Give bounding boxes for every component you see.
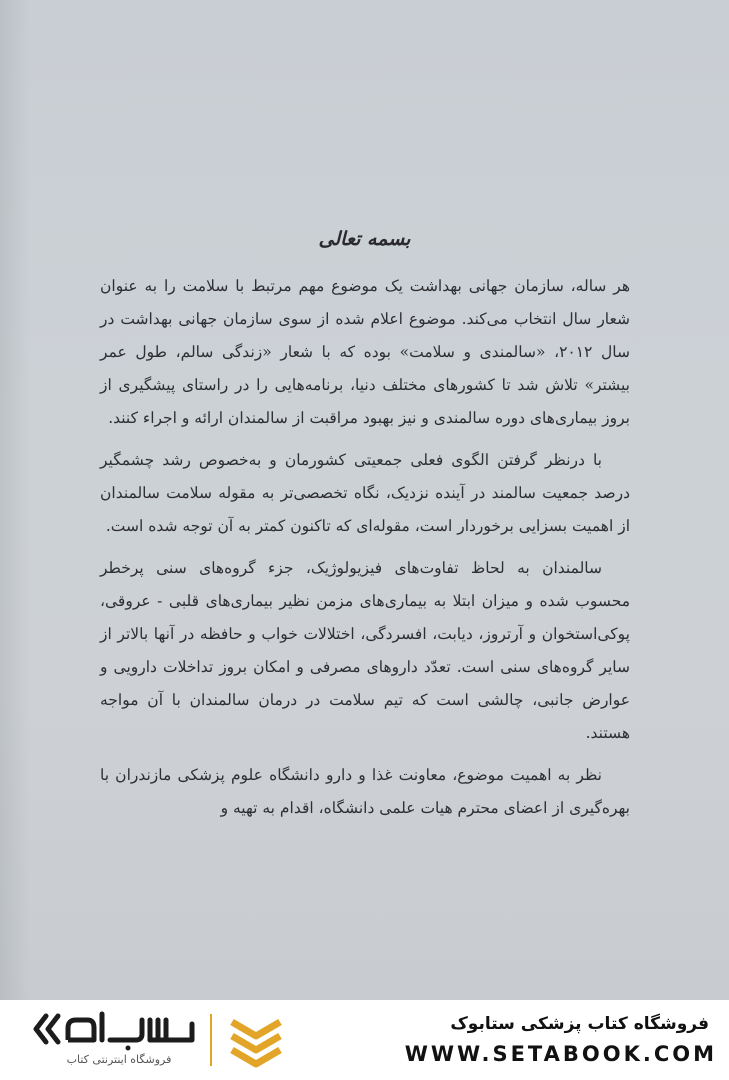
paragraph-3: سالمندان به لحاظ تفاوت‌های فیزیولوژیک، جزء گروه‌های سنی پرخطر محسوب شده و میزان ابتلا به بیماری‌های مزمن نظیر بیماری‌های قلبی - عروقی، پوکی‌استخوان و آرتروز، دیابت، افسردگی، اختلالات خواب و حافظه در آنها بالاتر از سایر گروه‌های سنی است. تعدّد داروهای مصرفی و امکان بروز تداخلات دارویی و عوارض جانبی، چالشی است که تیم سلامت در درمان سالمندان با آن مواجه هستند.	[100, 559, 630, 742]
page-heading: بسمه تعالی	[318, 228, 411, 250]
body-text	[100, 270, 630, 834]
store-footer-banner	[0, 1000, 729, 1080]
logo-subtitle: فروشگاه اینترنتی کتاب	[66, 1053, 172, 1066]
paragraph-1: هر ساله، سازمان جهانی بهداشت یک موضوع مهم مرتبط با سلامت را به عنوان شعار سال انتخاب می‌کند. موضوع اعلام شده از سوی سازمان جهانی بهداشت در سال ۲۰۱۲، «سالمندی و سلامت» بوده که با شعار «زندگی سالم، طول عمر بیشتر» تلاش شد تا کشورهای مختلف دنیا، برنامه‌هایی را در راستای پیشگیری از بروز بیماری‌های دوره سالمندی و نیز بهبود مراقبت از سالمندان ارائه و اجراء کنند.	[100, 277, 630, 427]
store-url-link[interactable]: WWW.SETABOOK.COM	[404, 1042, 717, 1066]
store-name: فروشگاه کتاب پزشکی ستابوک	[450, 1014, 709, 1034]
page-binding-shadow	[0, 0, 30, 1000]
chevron-stack-icon	[226, 1016, 286, 1068]
paragraph-2: با درنظر گرفتن الگوی فعلی جمعیتی کشورمان و به‌خصوص رشد چشمگیر درصد جمعیت سالمند در آینده نزدیک، نگاه تخصصی‌تر به مقوله سلامت سالمندان از اهمیت بسزایی برخوردار است، مقوله‌ای که تاکنون کمتر به آن توجه شده است.	[100, 451, 630, 535]
footer-divider	[210, 1014, 212, 1066]
paragraph-4: نظر به اهمیت موضوع، معاونت غذا و دارو دانشگاه علوم پزشکی مازندران با بهره‌گیری از اعضای محترم هیات علمی دانشگاه، اقدام به تهیه و	[100, 766, 630, 817]
setabook-logo-wordmark[interactable]	[32, 1006, 202, 1052]
